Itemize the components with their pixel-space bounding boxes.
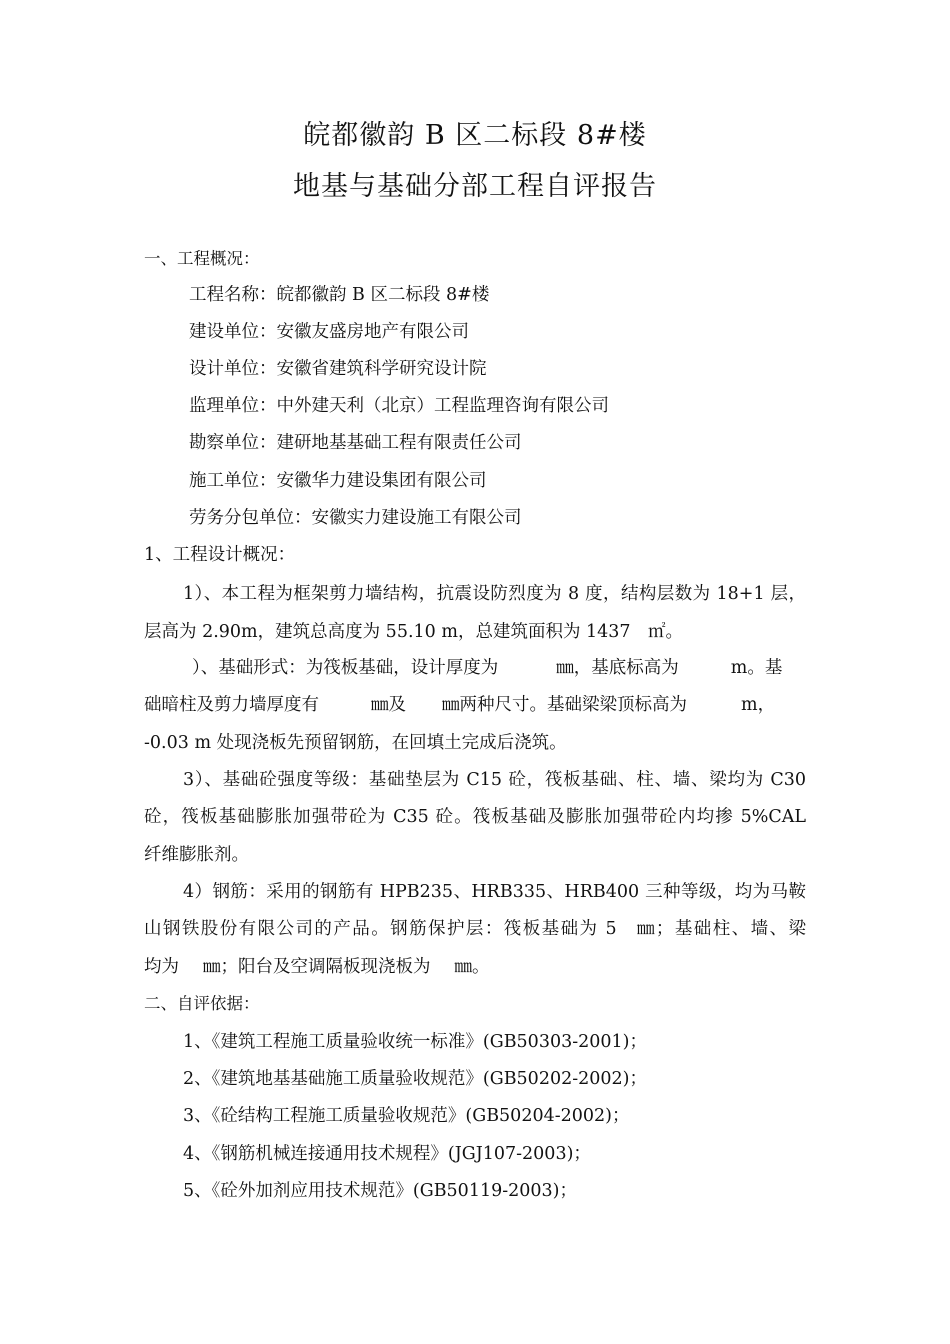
text-fragment: ㎜，基底标高为: [556, 658, 679, 678]
report-title-project: 皖都徽韵 B 区二标段 8#楼: [303, 120, 647, 151]
info-row-supervisor: [189, 394, 829, 418]
paragraph-foundation-line3: -0.03 m 处现浇板先预留钢筋，在回填土完成后浇筑。: [144, 733, 567, 753]
info-row-client: [189, 320, 829, 344]
paragraph-concrete-line1: 3）、基础砼强度等级：基础垫层为 C15 砼，筏板基础、柱、墙、梁均为 C30: [183, 770, 806, 790]
text-fragment: m，: [741, 695, 776, 715]
info-value: 安徽华力建设集团有限公司: [276, 471, 487, 491]
info-value: 中外建天利（北京）工程监理咨询有限公司: [276, 396, 609, 416]
info-label: 勘察单位：: [189, 433, 277, 453]
info-label: 建设单位：: [189, 322, 277, 342]
basis-item-3: 3、《砼结构工程施工质量验收规范》(GB50204-2002)；: [183, 1106, 630, 1126]
info-label: 施工单位：: [189, 471, 277, 491]
paragraph-structure-line2: 层高为 2.90m，建筑总高度为 55.10 m，总建筑面积为 1437 ㎡。: [144, 622, 684, 642]
section1-heading: 一、工程概况：: [144, 249, 260, 268]
info-value: 皖都徽韵 B 区二标段 8#楼: [276, 285, 490, 305]
section2-heading: 二、自评依据：: [144, 994, 260, 1013]
text-fragment: ㎜两种尺寸。基础梁梁顶标高为: [442, 695, 687, 715]
basis-item-2: 2、《建筑地基基础施工质量验收规范》(GB50202-2002)；: [183, 1069, 647, 1089]
info-value: 建研地基基础工程有限责任公司: [276, 433, 522, 453]
paragraph-foundation-line2: [144, 693, 806, 717]
paragraph-structure-line1: 1）、本工程为框架剪力墙结构，抗震设防烈度为 8 度，结构层数为 18+1 层，: [183, 584, 806, 604]
text-fragment: ㎜；阳台及空调隔板现浇板为: [203, 957, 431, 977]
paragraph-foundation-line1: [192, 656, 806, 680]
info-row-survey: [189, 431, 829, 455]
basis-item-5: 5、《砼外加剂应用技术规范》(GB50119-2003)；: [183, 1181, 577, 1201]
info-value: 安徽省建筑科学研究设计院: [276, 359, 487, 379]
info-row-contractor: [189, 469, 829, 493]
text-fragment: ㎜及: [371, 695, 406, 715]
text-fragment: 均为: [144, 957, 179, 977]
paragraph-concrete-line2: 砼，筏板基础膨胀加强带砼为 C35 砼。筏板基础及膨胀加强带砼内均掺 5%CAL: [144, 807, 806, 827]
info-value: 安徽友盛房地产有限公司: [276, 322, 469, 342]
info-label: 劳务分包单位：: [189, 508, 312, 528]
paragraph-rebar-line2: 山钢铁股份有限公司的产品。钢筋保护层：筏板基础为 5 ㎜；基础柱、墙、梁: [144, 919, 806, 939]
paragraph-concrete-line3: 纤维膨胀剂。: [144, 845, 249, 865]
basis-item-4: 4、《钢筋机械连接通用技术规程》(JGJ107-2003)；: [183, 1144, 591, 1164]
basis-item-1: 1、《建筑工程施工质量验收统一标准》(GB50303-2001)；: [183, 1032, 647, 1052]
text-fragment: ㎜。: [454, 957, 490, 977]
text-fragment: m。基: [730, 658, 783, 678]
text-fragment: 础暗柱及剪力墙厚度有: [144, 695, 319, 715]
report-title-main: 地基与基础分部工程自评报告: [293, 171, 657, 202]
info-label: 设计单位：: [189, 359, 277, 379]
text-fragment: ）、基础形式：为筏板基础，设计厚度为: [192, 658, 499, 678]
info-label: 监理单位：: [189, 396, 277, 416]
paragraph-rebar-line1: 4）钢筋：采用的钢筋有 HPB235、HRB335、HRB400 三种等级，均为马鞍: [183, 882, 806, 902]
info-row-project-name: [189, 283, 829, 307]
info-label: 工程名称：: [189, 285, 277, 305]
design-overview-heading: 1、工程设计概况：: [144, 545, 296, 565]
info-row-designer: [189, 357, 829, 381]
paragraph-rebar-line3: [144, 955, 806, 979]
info-value: 安徽实力建设施工有限公司: [311, 508, 522, 528]
info-row-labor-subcontractor: [189, 506, 829, 530]
